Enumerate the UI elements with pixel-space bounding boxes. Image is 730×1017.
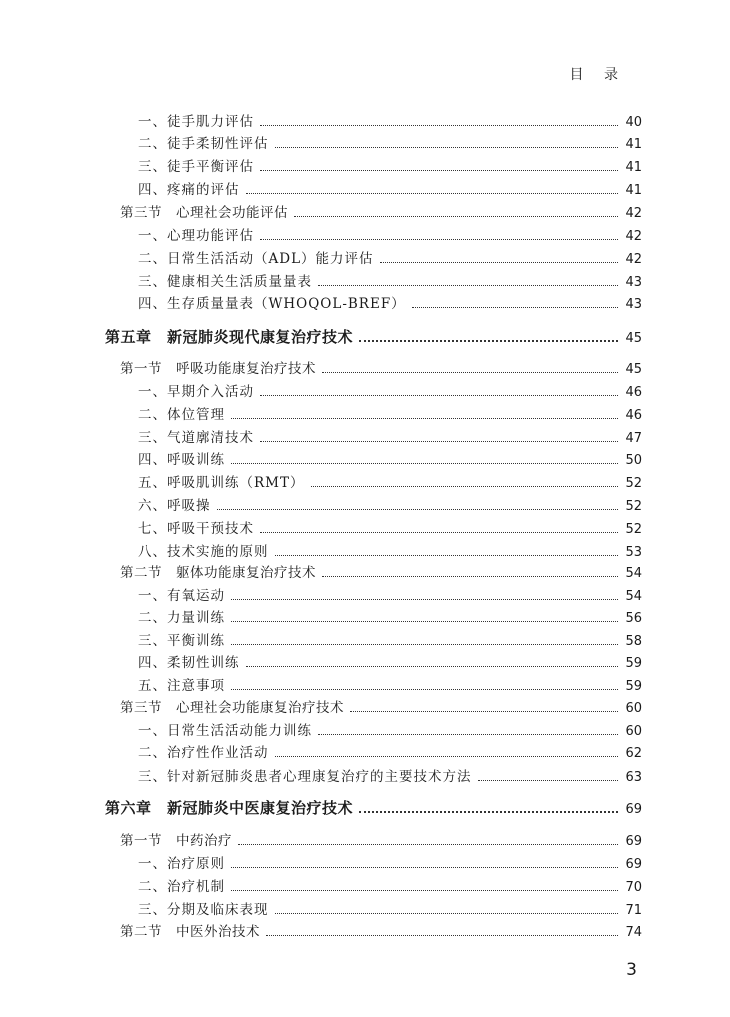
toc-entry-label: 二、治疗机制 <box>138 879 225 895</box>
toc-entry-page: 62 <box>625 746 642 761</box>
toc-entry-label: 第二节 中医外治技术 <box>120 924 260 940</box>
toc-entry-page: 43 <box>625 297 642 312</box>
toc-dot-leader <box>322 372 618 373</box>
toc-entry-item <box>138 111 642 133</box>
toc-dot-leader <box>231 867 618 868</box>
toc-entry-label: 一、日常生活活动能力训练 <box>138 723 312 739</box>
toc-entry-label: 四、生存质量量表（WHOQOL-BREF） <box>138 296 406 312</box>
toc-entry-item <box>138 652 642 674</box>
toc-entry-page: 59 <box>625 679 642 694</box>
toc-entry-chapter <box>105 797 642 819</box>
toc-dot-leader <box>318 285 618 286</box>
toc-entry-label: 六、呼吸操 <box>138 498 211 514</box>
toc-dot-leader <box>231 644 618 645</box>
toc-entry-item <box>138 585 642 607</box>
toc-entry-item <box>138 630 642 652</box>
page-header-title: 目 录 <box>569 67 626 83</box>
toc-entry-page: 58 <box>625 634 642 649</box>
toc-entry-item <box>138 853 642 875</box>
toc-entry-page: 50 <box>625 453 642 468</box>
toc-entry-page: 47 <box>625 431 642 446</box>
toc-entry-page: 54 <box>625 589 642 604</box>
toc-entry-item <box>138 518 642 540</box>
toc-entry-page: 42 <box>625 252 642 267</box>
toc-dot-leader <box>380 262 618 263</box>
toc-entry-label: 一、心理功能评估 <box>138 228 254 244</box>
toc-dot-leader <box>478 780 619 781</box>
toc-dot-leader <box>260 125 618 126</box>
toc-entry-page: 71 <box>625 903 642 918</box>
toc-entry-page: 60 <box>625 724 642 739</box>
toc-entry-page: 45 <box>625 362 642 377</box>
toc-entry-page: 42 <box>625 206 642 221</box>
toc-entry-label: 七、呼吸干预技术 <box>138 521 254 537</box>
toc-dot-leader <box>275 756 619 757</box>
toc-entry-label: 第一节 呼吸功能康复治疗技术 <box>120 361 316 377</box>
toc-entry-label: 八、技术实施的原则 <box>138 544 269 560</box>
toc-entry-page: 41 <box>625 160 642 175</box>
toc-entry-page: 69 <box>625 802 642 817</box>
toc-entry-label: 二、日常生活活动（ADL）能力评估 <box>138 251 374 267</box>
toc-entry-label: 四、疼痛的评估 <box>138 182 240 198</box>
toc-entry-item <box>138 766 642 788</box>
toc-entry-label: 一、治疗原则 <box>138 856 225 872</box>
toc-dot-leader <box>260 395 618 396</box>
toc-entry-item <box>138 899 642 921</box>
toc-dot-leader <box>350 711 618 712</box>
toc-entry-page: 52 <box>625 522 642 537</box>
toc-entry-page: 60 <box>625 701 642 716</box>
toc-entry-label: 二、体位管理 <box>138 407 225 423</box>
toc-entry-page: 70 <box>625 880 642 895</box>
toc-dot-leader <box>231 599 618 600</box>
toc-entry-item <box>138 876 642 898</box>
toc-entry-section <box>120 921 642 943</box>
toc-entry-page: 53 <box>625 545 642 560</box>
toc-dot-leader <box>260 170 618 171</box>
toc-entry-label: 三、针对新冠肺炎患者心理康复治疗的主要技术方法 <box>138 769 472 785</box>
toc-entry-item <box>138 293 642 315</box>
toc-entry-label: 五、注意事项 <box>138 678 225 694</box>
toc-entry-item <box>138 225 642 247</box>
toc-entry-item <box>138 427 642 449</box>
toc-entry-label: 四、呼吸训练 <box>138 452 225 468</box>
toc-entry-label: 二、力量训练 <box>138 610 225 626</box>
toc-entry-section <box>120 358 642 380</box>
toc-entry-section <box>120 202 642 224</box>
toc-entry-section <box>120 562 642 584</box>
toc-entry-page: 52 <box>625 499 642 514</box>
toc-dot-leader <box>311 486 619 487</box>
toc-entry-item <box>138 404 642 426</box>
toc-dot-leader <box>294 216 618 217</box>
toc-entry-page: 52 <box>625 476 642 491</box>
toc-entry-label: 一、徒手肌力评估 <box>138 114 254 130</box>
toc-entry-page: 43 <box>625 275 642 290</box>
toc-entry-label: 第六章 新冠肺炎中医康复治疗技术 <box>105 799 354 817</box>
toc-entry-page: 41 <box>625 137 642 152</box>
toc-entry-page: 46 <box>625 385 642 400</box>
toc-entry-chapter <box>105 326 642 348</box>
toc-entry-label: 五、呼吸肌训练（RMT） <box>138 475 305 491</box>
toc-entry-item <box>138 271 642 293</box>
toc-entry-label: 一、有氧运动 <box>138 588 225 604</box>
toc-dot-leader <box>246 666 619 667</box>
toc-entry-label: 一、早期介入活动 <box>138 384 254 400</box>
toc-entry-item <box>138 248 642 270</box>
toc-entry-page: 59 <box>625 656 642 671</box>
toc-entry-item <box>138 541 642 563</box>
toc-entry-page: 42 <box>625 229 642 244</box>
toc-entry-label: 三、气道廓清技术 <box>138 430 254 446</box>
toc-entry-page: 56 <box>625 611 642 626</box>
toc-entry-label: 第三节 心理社会功能康复治疗技术 <box>120 700 344 716</box>
toc-entry-item <box>138 381 642 403</box>
toc-entry-page: 46 <box>625 408 642 423</box>
toc-dot-leader <box>231 418 618 419</box>
toc-dot-leader <box>231 621 618 622</box>
toc-entry-item <box>138 449 642 471</box>
toc-dot-leader <box>260 441 618 442</box>
toc-dot-leader <box>231 463 618 464</box>
toc-dot-leader <box>275 913 619 914</box>
toc-dot-leader <box>412 307 618 308</box>
toc-entry-page: 40 <box>625 115 642 130</box>
toc-entry-label: 三、平衡训练 <box>138 633 225 649</box>
toc-entry-item <box>138 133 642 155</box>
toc-entry-label: 第三节 心理社会功能评估 <box>120 205 288 221</box>
toc-entry-label: 二、徒手柔韧性评估 <box>138 136 269 152</box>
toc-entry-item <box>138 179 642 201</box>
toc-entry-section <box>120 830 642 852</box>
toc-entry-label: 第一节 中药治疗 <box>120 833 232 849</box>
toc-entry-page: 45 <box>625 331 642 346</box>
toc-dot-leader <box>231 890 618 891</box>
toc-entry-label: 四、柔韧性训练 <box>138 655 240 671</box>
toc-dot-leader <box>359 811 618 813</box>
toc-dot-leader <box>246 193 619 194</box>
toc-entry-item <box>138 675 642 697</box>
toc-entry-label: 三、健康相关生活质量量表 <box>138 274 312 290</box>
toc-entry-section <box>120 697 642 719</box>
toc-dot-leader <box>217 509 619 510</box>
toc-entry-label: 二、治疗性作业活动 <box>138 745 269 761</box>
toc-entry-page: 63 <box>625 770 642 785</box>
toc-dot-leader <box>266 935 618 936</box>
toc-entry-item <box>138 607 642 629</box>
toc-dot-leader <box>260 239 618 240</box>
toc-entry-item <box>138 742 642 764</box>
toc-entry-page: 41 <box>625 183 642 198</box>
toc-entry-page: 54 <box>625 566 642 581</box>
toc-entry-label: 第二节 躯体功能康复治疗技术 <box>120 565 316 581</box>
toc-entry-item <box>138 156 642 178</box>
toc-dot-leader <box>322 576 618 577</box>
toc-entry-page: 74 <box>625 925 642 940</box>
toc-entry-item <box>138 495 642 517</box>
toc-entry-label: 第五章 新冠肺炎现代康复治疗技术 <box>105 328 354 346</box>
toc-entry-page: 69 <box>625 834 642 849</box>
toc-dot-leader <box>318 734 618 735</box>
page-number: 3 <box>626 960 637 980</box>
toc-dot-leader <box>238 844 618 845</box>
toc-entry-item <box>138 472 642 494</box>
toc-entry-item <box>138 720 642 742</box>
toc-dot-leader <box>275 147 619 148</box>
toc-dot-leader <box>231 689 618 690</box>
toc-entry-page: 69 <box>625 857 642 872</box>
toc-dot-leader <box>359 340 618 342</box>
toc-entry-label: 三、分期及临床表现 <box>138 902 269 918</box>
toc-dot-leader <box>260 532 618 533</box>
toc-entry-label: 三、徒手平衡评估 <box>138 159 254 175</box>
toc-dot-leader <box>275 555 619 556</box>
